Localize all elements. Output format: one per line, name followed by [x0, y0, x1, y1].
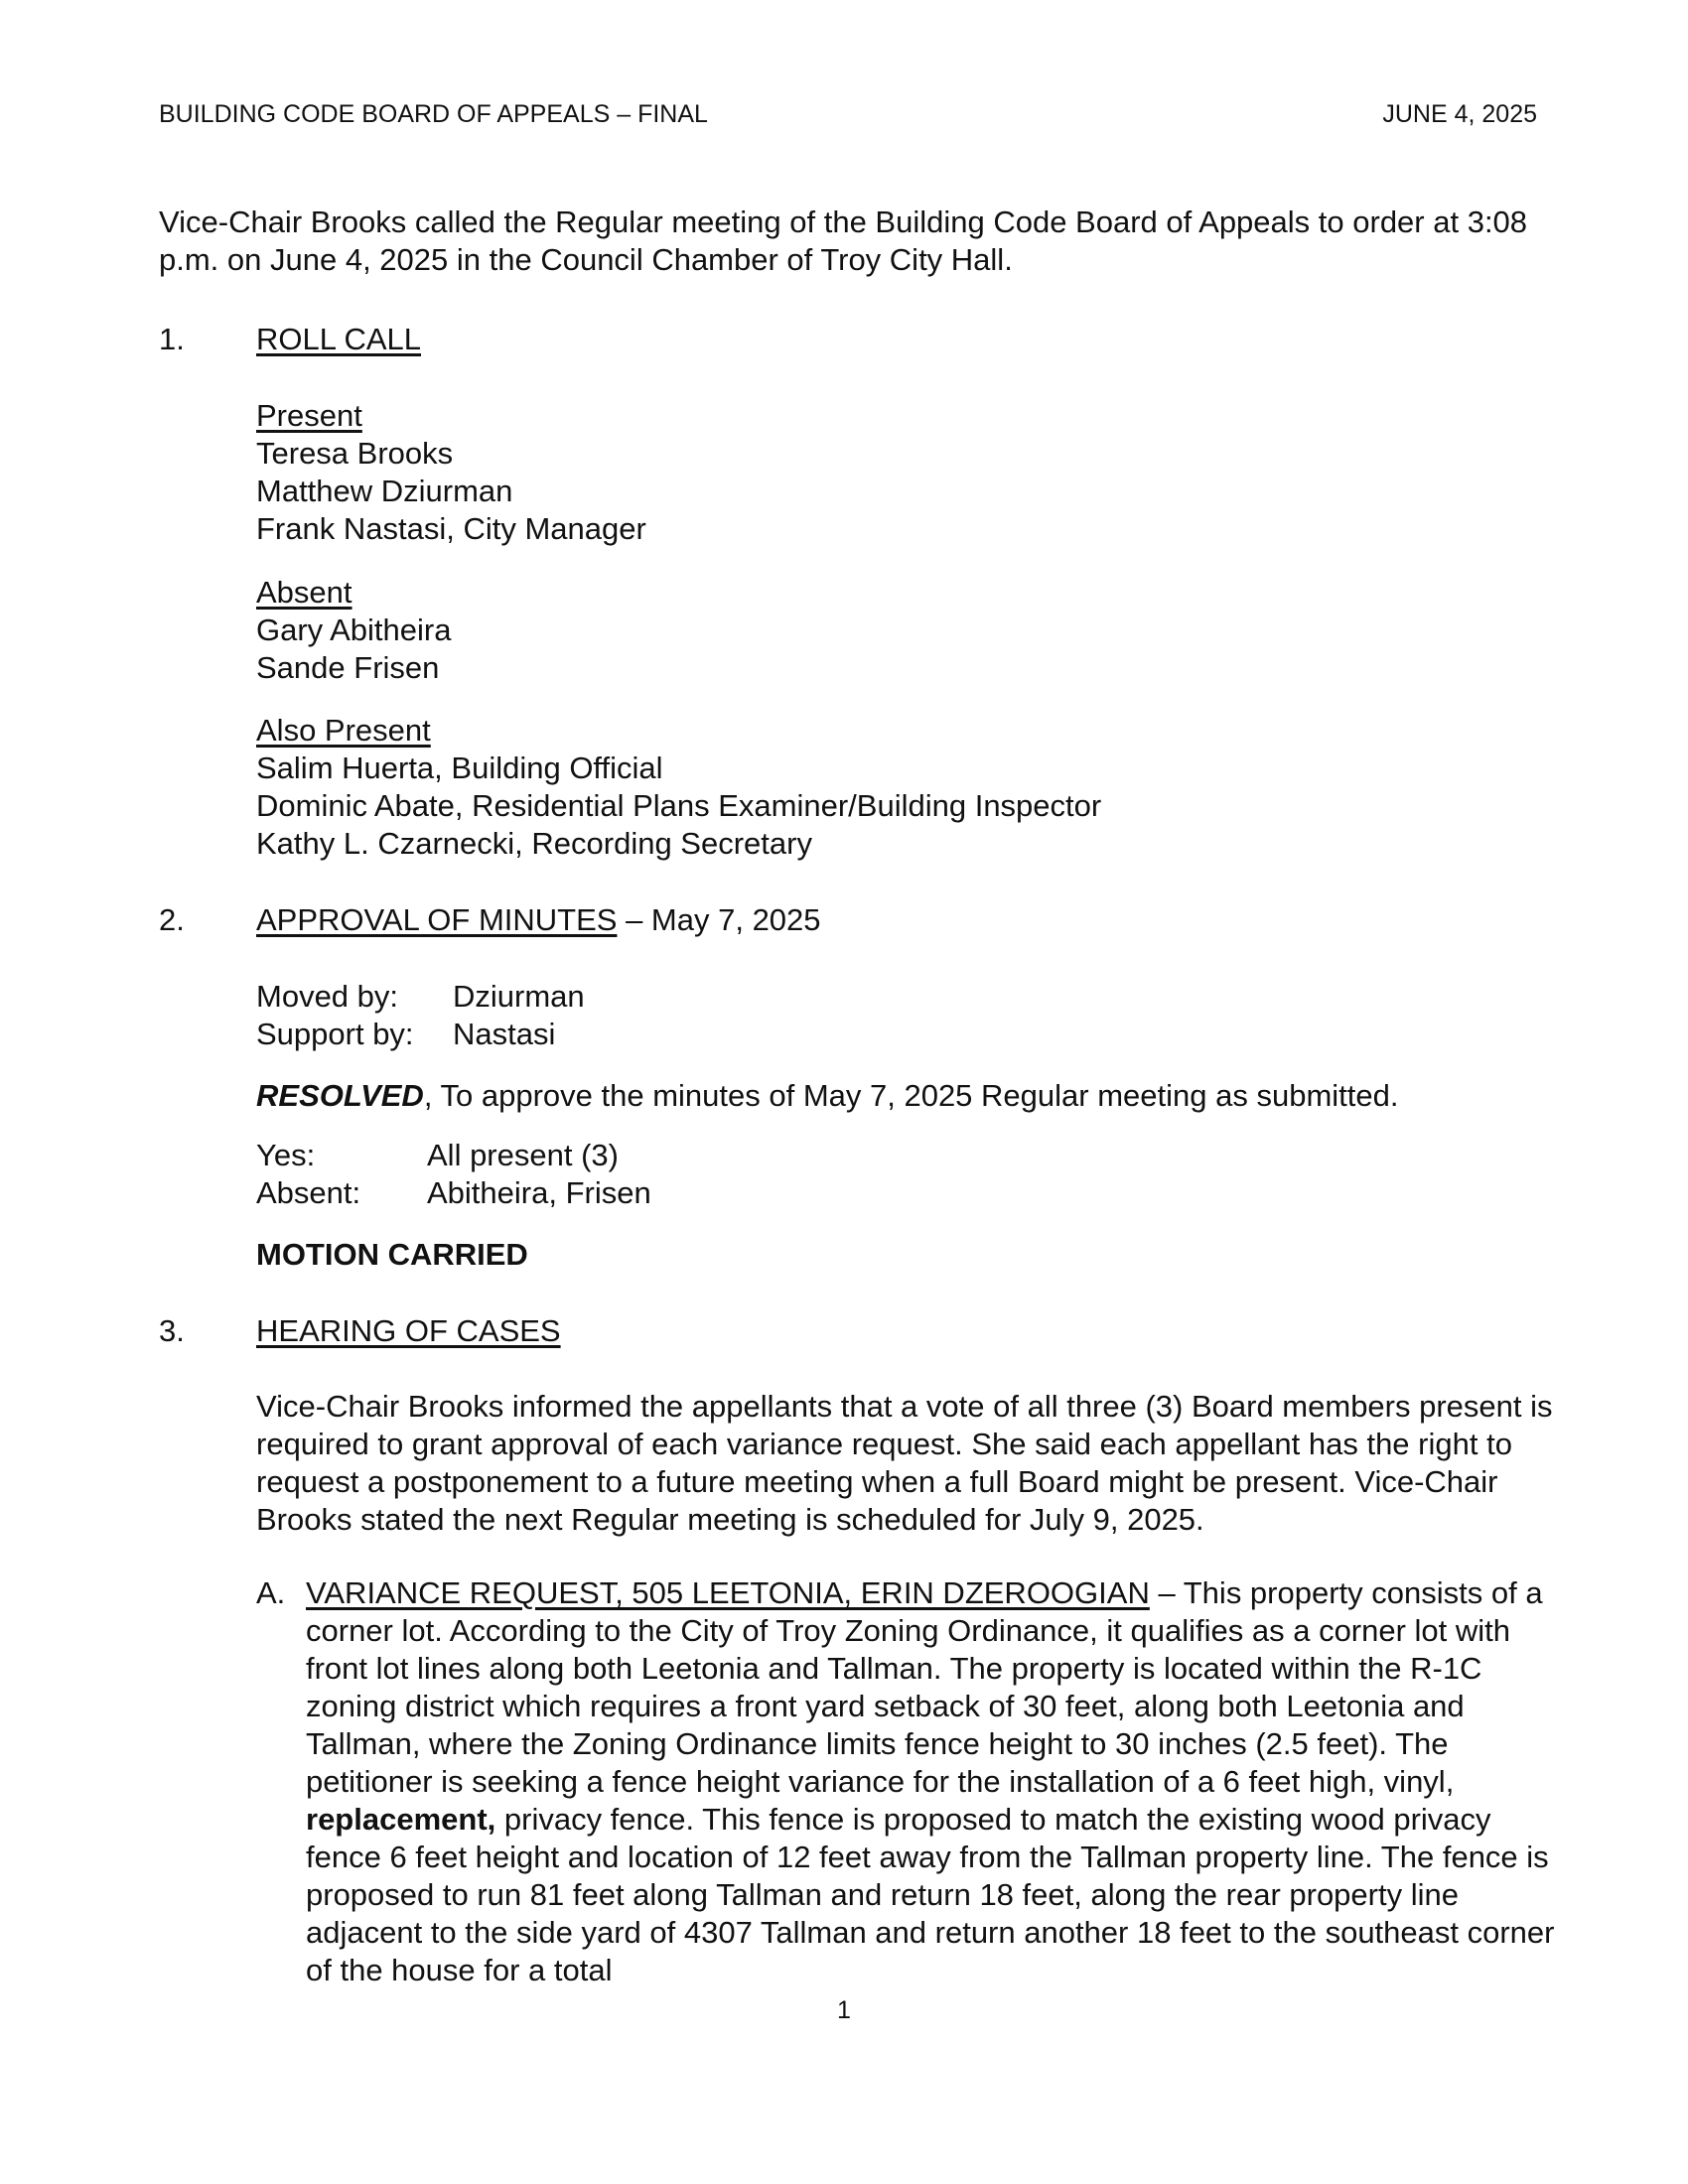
item-a-text-1: – This property consists of a corner lot. According to the City of Troy Zoning Ordinance, it qualifies as a corner lot with front lot lines along both Leetonia and Tallman. The property is located within the R-1C zoning district which requires a front yard setback of 30 feet, along both Leetonia and Tallman, where the Zoning Ordinance limits fence height to 30 inches (2.5 feet). The petitioner is seeking a fence height variance for the installation of a 6 feet high, vinyl, [306, 1575, 1543, 1799]
also-present-label: Also Present [256, 713, 431, 748]
motion-carried: MOTION CARRIED [256, 1237, 528, 1272]
moved-value: Dziurman [453, 979, 585, 1014]
intro-paragraph: Vice-Chair Brooks called the Regular meeting of the Building Code Board of Appeals to order at 3:08 p.m. on June 4, 2025 in the Council Chamber of Troy City Hall. [159, 205, 1528, 277]
section-1-number: 1. [159, 322, 185, 356]
section-1-title: ROLL CALL [256, 322, 421, 356]
resolved-word: RESOLVED [256, 1078, 424, 1113]
resolved-text: , To approve the minutes of May 7, 2025 Regular meeting as submitted. [423, 1078, 1399, 1113]
page-header [159, 99, 1537, 129]
support-value: Nastasi [453, 1017, 556, 1051]
header-title: BUILDING CODE BOARD OF APPEALS – FINAL [159, 100, 708, 128]
item-a-paragraph [306, 1574, 1567, 1989]
support-label: Support by: [256, 1017, 414, 1051]
yes-value: All present (3) [427, 1138, 619, 1172]
item-a-bold-word: replacement, [306, 1802, 496, 1837]
item-a-title: VARIANCE REQUEST, 505 LEETONIA, ERIN DZEROOGIAN [306, 1575, 1150, 1610]
also-present-member: Dominic Abate, Residential Plans Examiner/Building Inspector [256, 788, 1102, 823]
present-member: Matthew Dziurman [256, 474, 513, 508]
present-member: Frank Nastasi, City Manager [256, 511, 646, 546]
present-label: Present [256, 398, 362, 433]
absent-member: Sande Frisen [256, 650, 440, 685]
vote-details [256, 1137, 651, 1212]
hearing-paragraph: Vice-Chair Brooks informed the appellants that a vote of all three (3) Board members present is required to grant approval of each variance request. She said each appellant has the right to request a postponement to a future meeting when a full Board might be present. Vice-Chair Brooks stated the next Regular meeting is scheduled for July 9, 2025. [256, 1389, 1553, 1537]
absent-vote-label: Absent: [256, 1175, 361, 1210]
section-2-number: 2. [159, 902, 185, 937]
moved-row [256, 978, 585, 1016]
present-member: Teresa Brooks [256, 436, 454, 471]
absent-vote-value: Abitheira, Frisen [427, 1175, 651, 1210]
yes-row [256, 1137, 651, 1174]
absent-label: Absent [256, 575, 352, 610]
section-2-heading [256, 901, 821, 939]
absent-list [256, 574, 451, 687]
moved-label: Moved by: [256, 979, 399, 1014]
absent-member: Gary Abitheira [256, 613, 452, 647]
also-present-member: Salim Huerta, Building Official [256, 751, 663, 785]
yes-label: Yes: [256, 1138, 316, 1172]
also-present-list [256, 712, 1101, 863]
support-row [256, 1016, 585, 1053]
section-3-number: 3. [159, 1313, 185, 1348]
resolution [256, 1077, 1398, 1115]
header-date: JUNE 4, 2025 [1382, 100, 1537, 128]
section-2-date: – May 7, 2025 [617, 902, 821, 937]
motion-details [256, 978, 585, 1053]
absent-vote-row [256, 1174, 651, 1212]
present-list [256, 397, 646, 548]
section-3-title: HEARING OF CASES [256, 1313, 561, 1348]
item-a-letter: A. [256, 1575, 286, 1610]
item-a-text-2: privacy fence. This fence is proposed to match the existing wood privacy fence 6 feet height and location of 12 feet away from the Tallman property line. The fence is proposed to run 81 feet along Tallman and return 18 feet, along the rear property line adjacent to the side yard of 4307 Tallman and return another 18 feet to the southeast corner of the house for a total [306, 1802, 1555, 1987]
page-number: 1 [837, 1996, 851, 2024]
also-present-member: Kathy L. Czarnecki, Recording Secretary [256, 826, 812, 861]
section-2-title: APPROVAL OF MINUTES [256, 902, 618, 937]
